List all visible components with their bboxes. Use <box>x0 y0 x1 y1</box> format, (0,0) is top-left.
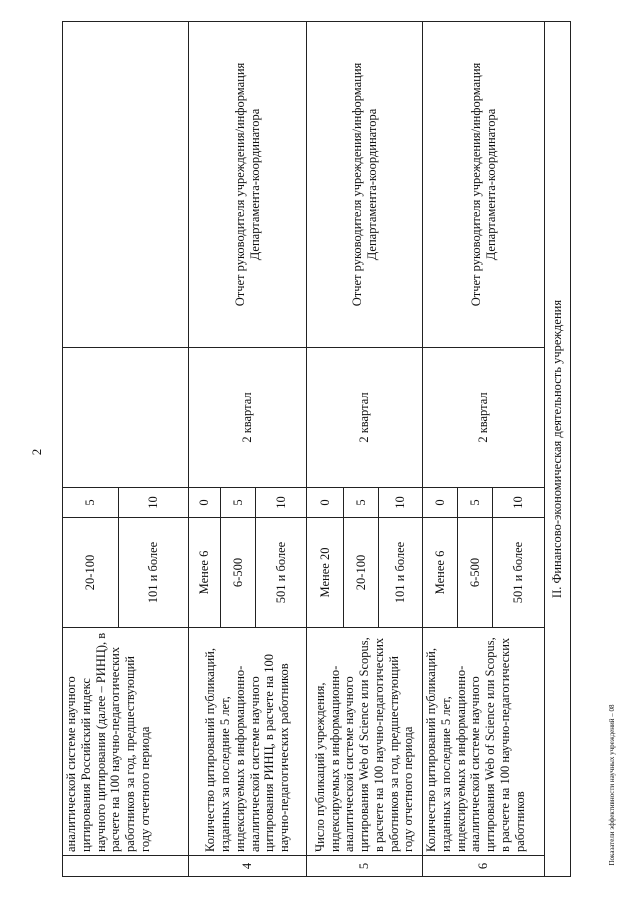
table-row <box>307 22 344 877</box>
score-cell: 10 <box>256 488 307 518</box>
table-row <box>63 22 119 877</box>
score-cell: 0 <box>307 488 344 518</box>
range-cell: 6-500 <box>458 518 493 628</box>
score-cell: 5 <box>221 488 256 518</box>
range-cell: 101 и более <box>379 518 423 628</box>
period-cell <box>63 348 189 488</box>
period-cell: 2 квартал <box>423 348 545 488</box>
indicator-text: Число публикаций учреждения, индексируемых в информационно-аналитической системе научного цитирования Web of Science или Scopus, в расчете на 100 научно-педагогических работников за год, предшествующий году отчетного периода <box>307 628 423 856</box>
report-cell: Отчет руководителя учреждения/информация Департамента-координатора <box>423 22 545 348</box>
range-cell: 101 и более <box>119 518 189 628</box>
range-cell: Менее 6 <box>423 518 458 628</box>
rotated-table-wrapper <box>62 22 565 877</box>
score-cell: 10 <box>379 488 423 518</box>
page-footer: Показатели эффективности научных учреждений – 08 <box>608 704 616 866</box>
score-cell: 0 <box>189 488 221 518</box>
period-cell: 2 квартал <box>189 348 307 488</box>
score-cell: 10 <box>493 488 545 518</box>
range-cell: 501 и более <box>493 518 545 628</box>
indicator-text: Количество цитирований публикаций, изданных за последние 5 лет, индексируемых в информационно-аналитической системе научного цитирования Web of Science или Scopus, в расчете на 100 научно-педагогических работников <box>423 628 545 856</box>
section-title: II. Финансово-экономическая деятельность учреждения <box>545 22 571 877</box>
page-number: 2 <box>29 448 44 456</box>
range-cell: 501 и более <box>256 518 307 628</box>
row-number: 6 <box>423 856 545 877</box>
range-cell: 20-100 <box>344 518 379 628</box>
score-cell: 5 <box>63 488 119 518</box>
range-cell: 20-100 <box>63 518 119 628</box>
indicator-text: аналитической системе научного цитирования Российский индекс научного цитирования (далее – РИНЦ), в расчете на 100 научно-педагогических работников за год, предшествующий году отчетного периода <box>63 628 189 856</box>
period-cell: 2 квартал <box>307 348 423 488</box>
range-cell: Менее 6 <box>189 518 221 628</box>
score-cell: 5 <box>458 488 493 518</box>
report-cell <box>63 22 189 348</box>
row-number <box>63 856 189 877</box>
range-cell: 6-500 <box>221 518 256 628</box>
range-cell: Менее 20 <box>307 518 344 628</box>
table-row <box>423 22 458 877</box>
report-cell: Отчет руководителя учреждения/информация Департамента-координатора <box>307 22 423 348</box>
indicators-table <box>62 21 571 877</box>
table-row <box>189 22 221 877</box>
row-number: 5 <box>307 856 423 877</box>
score-cell: 5 <box>344 488 379 518</box>
indicator-text: Количество цитирований публикаций, изданных за последние 5 лет, индексируемых в информационно-аналитической системе научного цитирования РИНЦ, в расчете на 100 научно-педагогических работников <box>189 628 307 856</box>
section-row <box>545 22 571 877</box>
score-cell: 0 <box>423 488 458 518</box>
report-cell: Отчет руководителя учреждения/информация Департамента-координатора <box>189 22 307 348</box>
row-number: 4 <box>189 856 307 877</box>
score-cell: 10 <box>119 488 189 518</box>
